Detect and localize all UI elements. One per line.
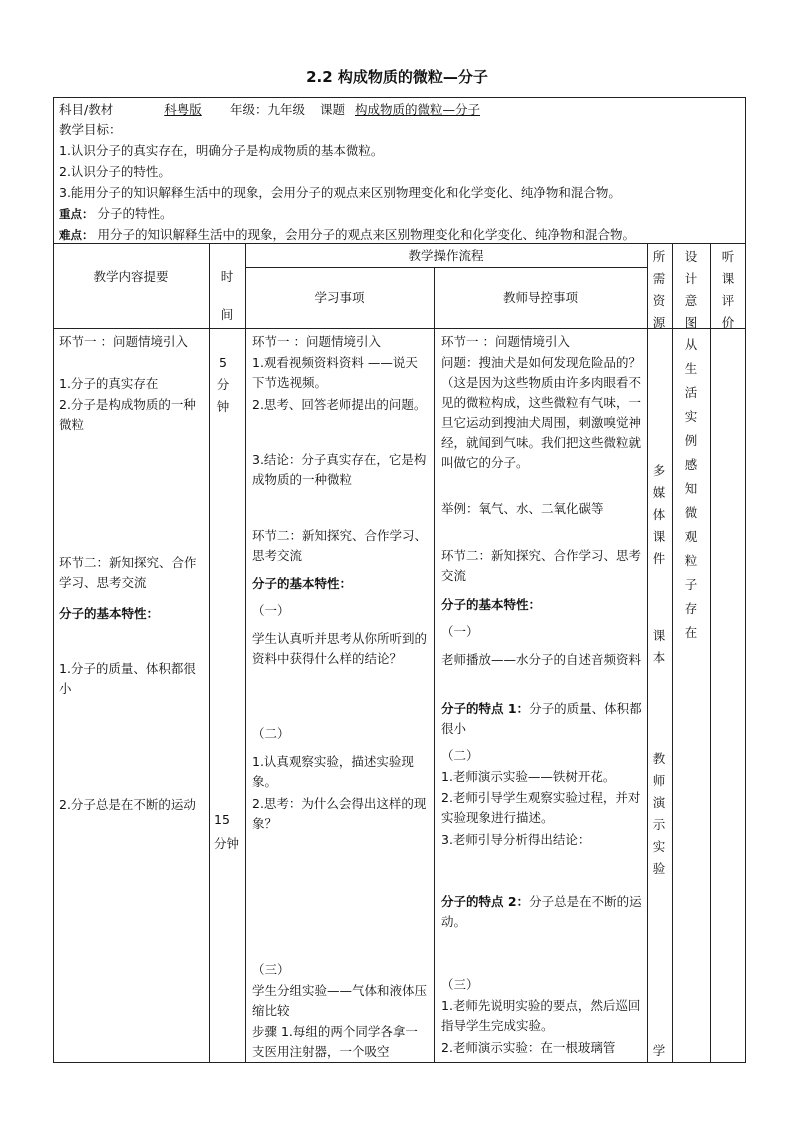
col-divider-2 [245, 243, 246, 1063]
resource-student: 学 [652, 1043, 666, 1058]
c3-step-2-item: 1.老师演示实验——铁树开花。 [441, 769, 616, 784]
c3-step-1: （一） [441, 624, 479, 639]
c3-feature-2-label: 分子的特点 2： [441, 894, 530, 909]
header-resources: 所需资源 [652, 249, 666, 330]
c3-step-3-item: 2.老师演示实验：在一根玻璃管 [441, 1040, 616, 1055]
header-time: 时间 [220, 269, 234, 322]
resource-textbook: 课本 [652, 628, 666, 665]
c1-section1-item: 1.分子的真实存在 [59, 376, 159, 391]
col-divider-1 [209, 243, 210, 1063]
header-evaluation: 听课评价 [721, 249, 735, 330]
col-divider-4 [647, 243, 648, 1063]
c3-step-3: （三） [441, 977, 479, 992]
c2-step-2-text: 2.思考：为什么会得出这样的现象？ [252, 796, 427, 831]
c3-step-2-item: 2.老师引导学生观察实验过程，并对实验现象进行描述。 [441, 790, 641, 825]
c2-section1-item: 2.思考、回答老师提出的问题。 [252, 397, 427, 412]
c3-section2-heading: 分子的基本特性： [441, 597, 542, 612]
c2-section2-heading: 分子的基本特性： [252, 576, 353, 591]
difficulty-label: 难点： [59, 228, 94, 242]
c2-step-3: （三） [252, 962, 290, 977]
c1-section1-item: 2.分子是构成物质的一种微粒 [59, 397, 196, 432]
c2-step-1: （一） [252, 603, 290, 618]
c3-step-3-item: 1.老师先说明实验的要点，然后巡回指导学生完成实验。 [441, 998, 641, 1033]
goal-item: 1.认识分子的真实存在，明确分子是构成物质的基本微粒。 [59, 143, 384, 158]
c3-step-1-text: 老师播放——水分子的自述音频资料 [441, 652, 642, 667]
c3-feature-1-text: 分子的质量、体积都很小 [441, 701, 642, 736]
header-study: 学习事项 [314, 290, 365, 305]
goals-heading: 教学目标： [59, 122, 122, 137]
key-point-text: 分子的特性。 [97, 206, 173, 221]
difficulty-text: 用分子的知识解释生活中的现象，会用分子的观点来区别物理变化和化学变化、纯净物和混合物。 [97, 227, 635, 242]
c2-section1-conclusion: 3.结论：分子真实存在，它是构成物质的一种微粒 [252, 452, 427, 487]
c2-step-1-text: 学生认真听并思考从你所听到的资料中获得什么样的结论？ [252, 631, 428, 666]
c3-step-2: （二） [441, 748, 479, 763]
grade-value: 年级：九年级 [230, 102, 306, 117]
c1-section1-title: 环节一 ：问题情境引入 [59, 334, 188, 349]
c1-property-1: 1.分子的质量、体积都很小 [59, 661, 196, 696]
c3-feature-1-label: 分子的特点 1： [441, 701, 530, 716]
c3-section1-question: 问题：搜油犬是如何发现危险品的？（这是因为这些物质由许多肉眼看不见的微粒构成，这些微粒有气味，一旦它运动到搜油犬周围，刺激嗅觉神经，就闻到气味。我们把这些微粒就叫做它的分子。 [441, 355, 642, 470]
header-design: 设计意图 [684, 249, 698, 330]
resource-demo: 教师演示实验 [652, 751, 666, 876]
textbook-value: 科粤版 [164, 102, 202, 117]
divider-flow [245, 267, 647, 268]
c2-step-2: （二） [252, 726, 290, 741]
header-content: 教学内容提要 [93, 269, 169, 284]
c3-section1-title: 环节一 ：问题情境引入 [441, 334, 570, 349]
resource-multimedia: 多媒体课件 [652, 463, 666, 566]
time-2: 15分钟 [214, 812, 240, 851]
c1-section2-heading: 分子的基本特性： [59, 606, 160, 621]
c3-section2-title: 环节二：新知探究、合作学习、思考交流 [441, 548, 642, 583]
c2-step-3-text: 步骤 1.每组的两个同学各拿一支医用注射器，一个吸空 [252, 1024, 418, 1059]
header-flow: 教学操作流程 [408, 248, 484, 263]
col-divider-3 [434, 267, 435, 1063]
c2-step-2-text: 1.认真观察实验，描述实验现象。 [252, 754, 414, 789]
c3-feature-2-text: 分子总是在不断的运动。 [441, 894, 642, 929]
page-title: 2.2 构成物质的微粒—分子 [306, 68, 488, 86]
c2-section1-title: 环节一 ：问题情境引入 [252, 334, 381, 349]
c2-section2-title: 环节二：新知探究、合作学习、思考交流 [252, 528, 428, 563]
topic-value: 构成物质的微粒—分子 [355, 102, 481, 117]
divider-header [53, 328, 746, 329]
goal-item: 3.能用分子的知识解释生活中的现象，会用分子的观点来区别物理变化和化学变化、纯净物和混合物。 [59, 185, 621, 200]
key-point-label: 重点： [59, 207, 94, 221]
c1-section2-title: 环节二：新知探究、合作学习、思考交流 [59, 555, 197, 590]
subject-label: 科目/教材 [59, 102, 114, 117]
c2-section1-item: 1.观看视频资料资料 ——说天下节选视频。 [252, 355, 418, 390]
c2-step-3-text: 学生分组实验——气体和液体压缩比较 [252, 983, 428, 1018]
header-teacher: 教师导控事项 [502, 290, 578, 305]
time-1: 5分钟 [216, 355, 230, 414]
c3-step-2-item: 3.老师引导分析得出结论： [441, 832, 591, 847]
design-intent: 从生活实例感知微观粒子存在 [684, 337, 698, 640]
goal-item: 2.认识分子的特性。 [59, 164, 171, 179]
topic-label: 课题 [320, 102, 346, 117]
c1-property-2: 2.分子总是在不断的运动 [59, 797, 196, 812]
c3-section1-example: 举例：氧气、水、二氧化碳等 [441, 501, 604, 516]
col-divider-5 [672, 243, 673, 1063]
col-divider-6 [710, 243, 711, 1063]
